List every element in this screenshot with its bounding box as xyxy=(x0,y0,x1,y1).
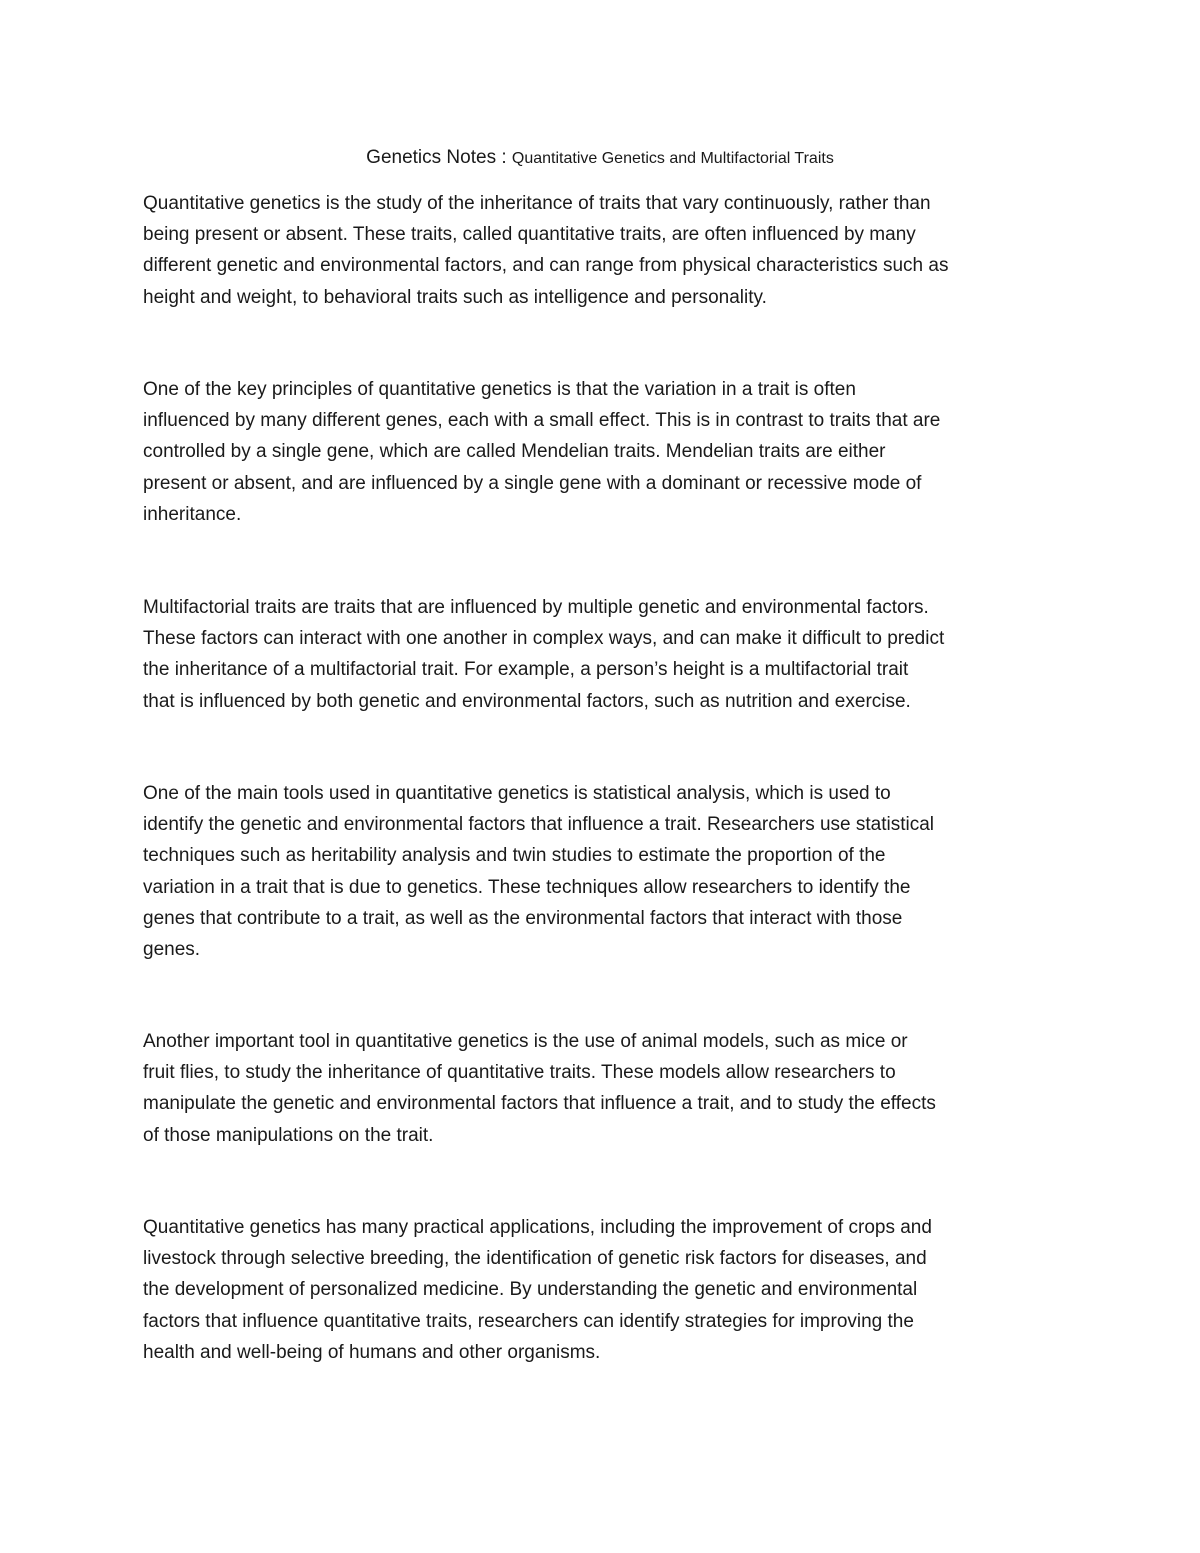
paragraph-line: One of the key principles of quantitative genetics is that the variation in a trait is often xyxy=(143,379,856,400)
page-title xyxy=(0,144,1200,173)
paragraph-line: different genetic and environmental factors, and can range from physical characteristics such as xyxy=(143,255,949,277)
paragraph-3 xyxy=(143,592,1063,717)
paragraph-line: controlled by a single gene, which are called Mendelian traits. Mendelian traits are either xyxy=(143,441,886,463)
paragraph-6 xyxy=(143,1212,1063,1368)
paragraph-2 xyxy=(143,374,1063,530)
title-main: Genetics Notes : xyxy=(366,147,512,168)
paragraph-line: techniques such as heritability analysis and twin studies to estimate the proportion of the xyxy=(143,845,886,867)
title-subtitle: Quantitative Genetics and Multifactorial Traits xyxy=(511,150,834,167)
paragraph-1 xyxy=(143,188,1063,313)
paragraph-line: Quantitative genetics has many practical applications, including the improvement of crops and xyxy=(143,1217,932,1238)
paragraph-line: the inheritance of a multifactorial trait. For example, a person’s height is a multifactorial trait xyxy=(143,659,909,681)
paragraph-line: variation in a trait that is due to genetics. These techniques allow researchers to identify the xyxy=(143,876,911,898)
paragraph-line: influenced by many different genes, each with a small effect. This is in contrast to traits that are xyxy=(143,410,941,432)
paragraph-line: present or absent, and are influenced by a single gene with a dominant or recessive mode of xyxy=(143,472,922,494)
paragraph-line: the development of personalized medicine. By understanding the genetic and environmental xyxy=(143,1279,918,1301)
paragraph-line: manipulate the genetic and environmental factors that influence a trait, and to study the effects xyxy=(143,1093,936,1115)
paragraph-line: inheritance. xyxy=(143,503,242,525)
paragraph-line: health and well-being of humans and other organisms. xyxy=(143,1341,601,1363)
paragraph-line: that is influenced by both genetic and environmental factors, such as nutrition and exercise. xyxy=(143,690,911,712)
paragraph-line: fruit flies, to study the inheritance of quantitative traits. These models allow researchers to xyxy=(143,1062,896,1084)
paragraph-4 xyxy=(143,778,1063,965)
paragraph-line: identify the genetic and environmental factors that influence a trait. Researchers use statistical xyxy=(143,814,935,836)
paragraph-line: livestock through selective breeding, the identification of genetic risk factors for diseases, and xyxy=(143,1248,927,1270)
paragraph-line: genes that contribute to a trait, as well as the environmental factors that interact with those xyxy=(143,907,903,929)
paragraph-line: height and weight, to behavioral traits such as intelligence and personality. xyxy=(143,286,767,308)
paragraph-line: being present or absent. These traits, called quantitative traits, are often influenced by many xyxy=(143,224,916,246)
paragraph-line: of those manipulations on the trait. xyxy=(143,1124,434,1146)
paragraph-line: One of the main tools used in quantitative genetics is statistical analysis, which is used to xyxy=(143,783,891,804)
paragraph-line: factors that influence quantitative traits, researchers can identify strategies for improving the xyxy=(143,1310,914,1332)
paragraph-line: Quantitative genetics is the study of the inheritance of traits that vary continuously, rather than xyxy=(143,193,931,214)
paragraph-5 xyxy=(143,1026,1063,1151)
paragraph-line: Another important tool in quantitative genetics is the use of animal models, such as mice or xyxy=(143,1031,908,1052)
paragraph-line: genes. xyxy=(143,939,201,961)
paragraph-line: These factors can interact with one another in complex ways, and can make it difficult to predict xyxy=(143,628,945,650)
paragraph-line: Multifactorial traits are traits that are influenced by multiple genetic and environmental factors. xyxy=(143,597,929,618)
